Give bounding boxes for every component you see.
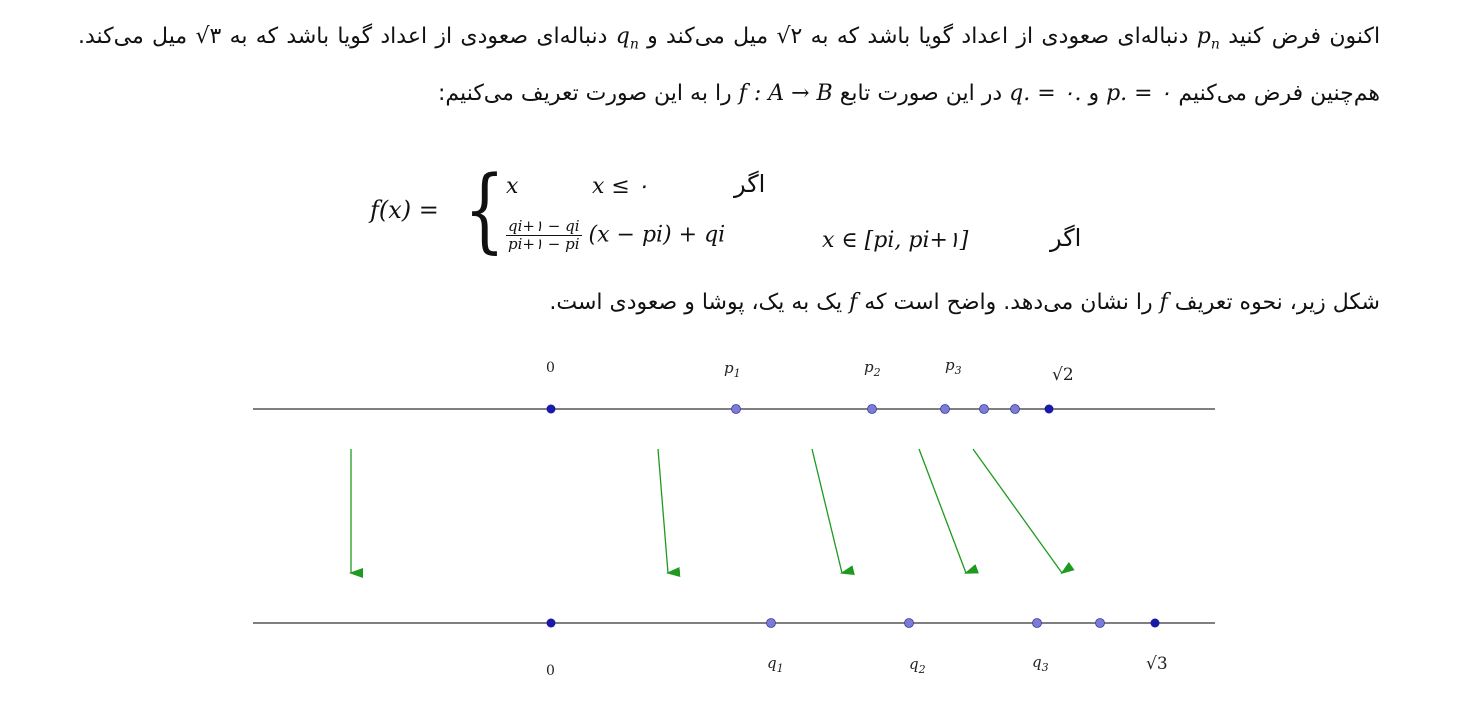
text-run: میل می‌کند و xyxy=(647,24,769,49)
label-sqrt2: √2 xyxy=(1052,365,1074,385)
codomain-point-q2 xyxy=(905,619,914,628)
codomain-point-q4 xyxy=(1096,619,1105,628)
math-q0-eq: q. = ۰. xyxy=(1009,81,1082,107)
codomain-point-q1 xyxy=(767,619,776,628)
label-p1: $p_1$ xyxy=(724,359,741,380)
domain-point-zero xyxy=(547,405,556,414)
label-codomain-zero: 0 xyxy=(546,663,555,679)
label-q1: $q_1$ xyxy=(767,654,784,675)
text-run: اکنون فرض کنید xyxy=(1228,24,1381,49)
label-domain-zero: 0 xyxy=(546,360,555,376)
codomain-point-limit xyxy=(1151,619,1160,628)
fraction-numerator: qi+۱ − qi xyxy=(508,217,580,235)
label-p2: $p_2$ xyxy=(864,358,881,379)
case2-rest: (x − pi) + qi xyxy=(588,222,726,248)
math-f: f xyxy=(1159,290,1168,315)
label-q3: $q_3$ xyxy=(1032,653,1049,674)
formula-lhs: f(x) = xyxy=(370,196,439,224)
domain-point-p3 xyxy=(941,405,950,414)
domain-point-p1 xyxy=(732,405,741,414)
case1-value: x xyxy=(506,174,519,199)
mapping-arrow xyxy=(812,449,842,573)
case1-if: اگر xyxy=(734,170,766,198)
domain-point-limit xyxy=(1045,405,1054,414)
label-q2: $q_2$ xyxy=(909,655,926,676)
label-p3: $p_3$ xyxy=(945,356,962,377)
math-pn: $p_n$ xyxy=(1196,24,1220,53)
text-run: میل می‌کند. هم‌چنین فرض می‌کنیم xyxy=(78,24,1380,107)
math-f: f xyxy=(849,290,858,315)
left-brace: { xyxy=(464,156,505,263)
math-qn: $q_n$ xyxy=(615,24,639,53)
mapping-arrow xyxy=(973,449,1062,573)
mapping-arrow xyxy=(658,449,668,573)
case2-if: اگر xyxy=(1050,224,1082,252)
math-map: f : A → B xyxy=(738,81,833,107)
mapping-arrow xyxy=(919,449,966,573)
text-run: دنباله‌ای صعودی از اعداد گویا باشد که به xyxy=(810,24,1189,49)
text-run: و xyxy=(1088,81,1100,107)
case1-condition: x ≤ ۰ xyxy=(592,174,649,199)
domain-point-p5 xyxy=(1011,405,1020,414)
math-sqrt3: √۳ xyxy=(195,24,222,49)
text-run: در این صورت تابع xyxy=(839,81,1003,107)
codomain-point-q3 xyxy=(1033,619,1042,628)
case2-condition: x ∈ [pi, pi+۱] xyxy=(822,228,969,253)
fraction-denominator: pi+۱ − pi xyxy=(508,235,580,253)
text-run: شکل زیر، نحوه تعریف xyxy=(1174,290,1380,315)
codomain-point-zero xyxy=(547,619,556,628)
text-run: را نشان می‌دهد. واضح است که xyxy=(864,290,1153,315)
domain-point-p2 xyxy=(868,405,877,414)
label-sqrt3: √3 xyxy=(1146,654,1168,674)
text-run: دنباله‌ای صعودی از اعداد گویا باشد که به xyxy=(229,24,608,49)
math-sqrt2: √۲ xyxy=(776,24,803,49)
math-p0-eq: p. = ۰ xyxy=(1106,81,1172,107)
text-run: یک به یک، پوشا و صعودی است. xyxy=(549,290,843,315)
domain-point-p4 xyxy=(980,405,989,414)
text-run: را به این صورت تعریف می‌کنیم: xyxy=(438,81,732,107)
